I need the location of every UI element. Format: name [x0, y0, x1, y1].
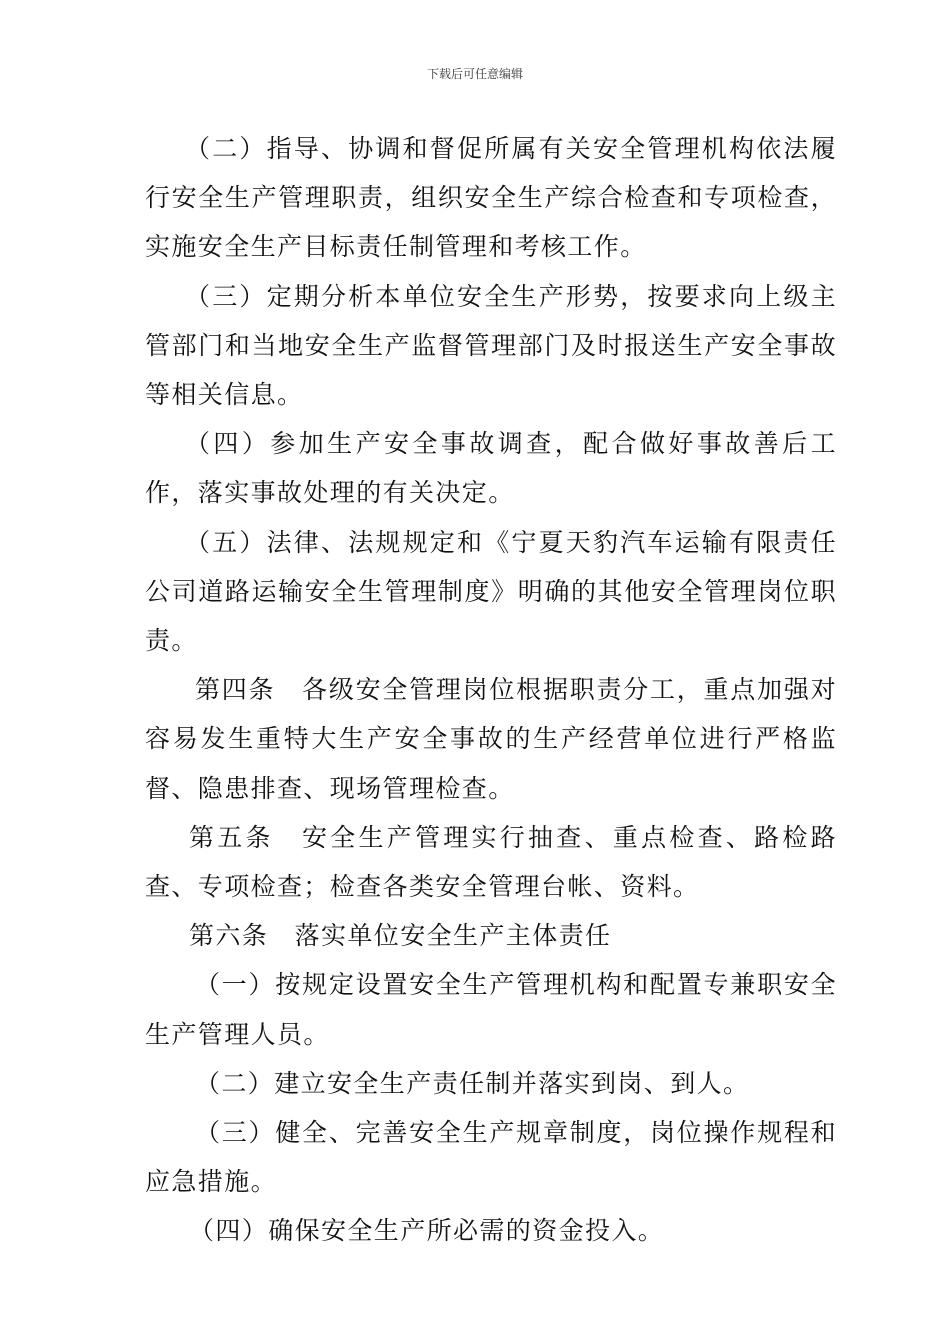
document-body: [145, 124, 837, 1256]
page-header: 下载后可任意编辑: [426, 67, 523, 81]
article-6-item-3: （三）健全、完善安全生产规章制度，岗位操作规程和应急措施。: [145, 1118, 837, 1197]
paragraph-item-3: （三）定期分析本单位安全生产形势，按要求向上级主管部门和当地安全生产监督管理部门及时报送生产安全事故等相关信息。: [145, 281, 837, 410]
paragraph-item-5: （五）法律、法规规定和《宁夏天豹汽车运输有限责任公司道路运输安全生管理制度》明确的其他安全管理岗位职责。: [145, 527, 837, 656]
article-4: 第四条 各级安全管理岗位根据职责分工，重点加强对容易发生重特大生产安全事故的生产经营单位进行严格监督、隐患排查、现场管理检查。: [145, 675, 837, 803]
article-6: 第六条 落实单位安全生产主体责任: [189, 921, 612, 951]
paragraph-item-2: （二）指导、协调和督促所属有关安全管理机构依法履行安全生产管理职责，组织安全生产综合检查和专项检查，实施安全生产目标责任制管理和考核工作。: [145, 134, 837, 262]
article-6-item-2: （二）建立安全生产责任制并落实到岗、到人。: [195, 1068, 750, 1098]
article-6-item-1: （一）按规定设置安全生产管理机构和配置专兼职安全生产管理人员。: [145, 970, 837, 1049]
paragraph-item-4: （四）参加生产安全事故调查，配合做好事故善后工作，落实事故处理的有关决定。: [145, 429, 837, 508]
article-5: 第五条 安全生产管理实行抽查、重点检查、路检路查、专项检查；检查各类安全管理台帐、资料。: [145, 822, 837, 902]
article-6-item-4: （四）确保安全生产所必需的资金投入。: [189, 1216, 665, 1246]
